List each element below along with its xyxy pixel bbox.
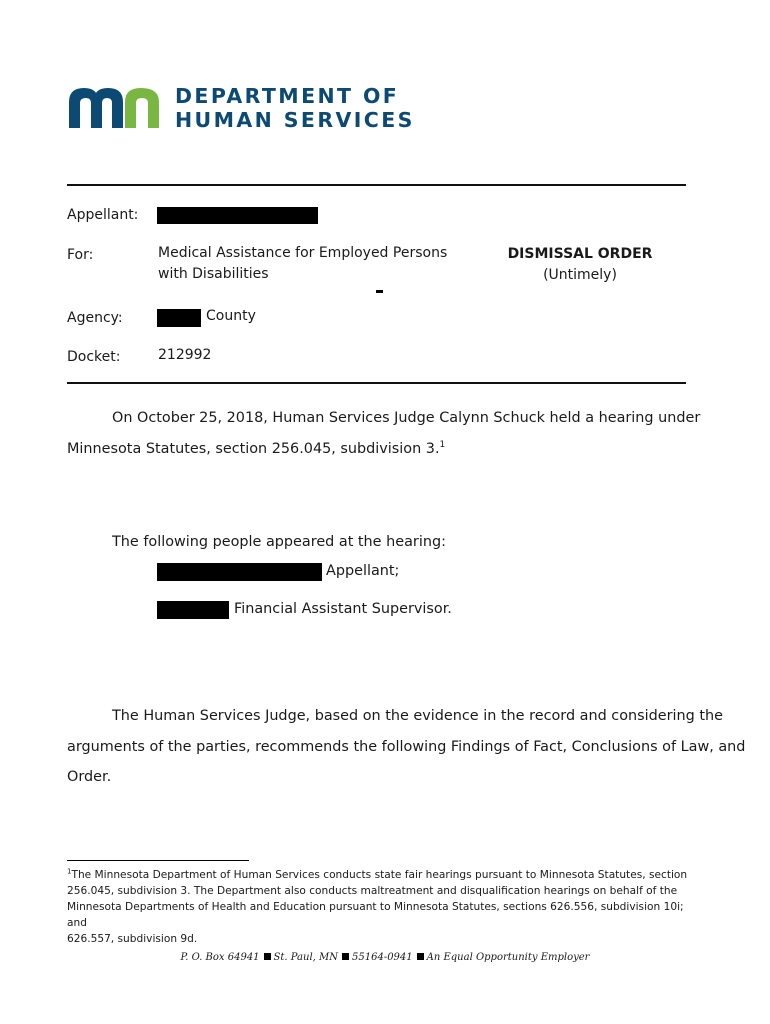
attendee-2-redaction: [157, 601, 229, 619]
footer-address: P. O. Box 64941: [180, 952, 260, 963]
docket-number: 212992: [158, 347, 212, 363]
attendee-2-role: Financial Assistant Supervisor.: [234, 601, 452, 617]
agency-suffix: County: [206, 308, 256, 324]
para2: The following people appeared at the hearing:: [112, 534, 446, 550]
for-label: For:: [67, 247, 94, 263]
footnote-ref: 1: [439, 440, 446, 451]
para3-line-1: The Human Services Judge, based on the evidence in the record and considering the: [112, 708, 723, 724]
attendee-1-redaction: [157, 563, 322, 581]
footnote-line-4: 626.557, subdivision 9d.: [67, 933, 198, 945]
footer-tagline: An Equal Opportunity Employer: [426, 952, 590, 963]
logo-wordmark: [175, 84, 415, 132]
footnote-line-1-text: The Minnesota Department of Human Services conducts state fair hearings pursuant to Minnesota Statutes, section: [71, 869, 688, 881]
footer-city: St. Paul, MN: [273, 952, 338, 963]
para1-line-1: On October 25, 2018, Human Services Judge Calynn Schuck held a hearing under: [112, 410, 701, 426]
para1-line-2: [67, 439, 445, 459]
order-title: DISMISSAL ORDER: [507, 246, 653, 262]
footnote-line-3: Minnesota Departments of Health and Education pursuant to Minnesota Statutes, sections 626.556, subdivision 10i; and: [67, 901, 684, 929]
footnote-line-1: [67, 867, 692, 883]
for-value-line-1: Medical Assistance for Employed Persons: [158, 245, 448, 261]
caption-bottom-rule: [67, 382, 686, 384]
logo-line-1: DEPARTMENT OF: [175, 84, 400, 108]
dhs-logo: [67, 84, 415, 132]
mn-logo-mark: [67, 84, 167, 130]
square-bullet-icon: [342, 953, 349, 960]
order-subtitle: (Untimely): [543, 267, 617, 283]
footnote-line-2: 256.045, subdivision 3. The Department also conducts maltreatment and disqualification hearings on behalf of the: [67, 885, 678, 897]
docket-label: Docket:: [67, 349, 121, 365]
logo-line-2: HUMAN SERVICES: [175, 108, 415, 132]
appellant-name-redaction: [157, 207, 318, 224]
footer-zip: 55164-0941: [352, 952, 413, 963]
footnote: [67, 867, 692, 947]
appellant-label: Appellant:: [67, 207, 139, 223]
for-value-line-2: with Disabilities: [158, 266, 269, 282]
square-bullet-icon: [264, 953, 271, 960]
square-bullet-icon: [417, 953, 424, 960]
caption-top-rule: [67, 184, 686, 186]
agency-label: Agency:: [67, 310, 123, 326]
footnote-marker: 1: [67, 867, 72, 876]
para1-line-2-text: Minnesota Statutes, section 256.045, subdivision 3.: [67, 441, 440, 457]
attendee-1-role: Appellant;: [326, 563, 400, 579]
para3-line-3: Order.: [67, 769, 112, 785]
agency-name-redaction: [157, 309, 201, 327]
page-footer: [0, 952, 770, 963]
small-redaction-mark: [376, 290, 383, 293]
footnote-rule: [67, 860, 249, 861]
para3-line-2: arguments of the parties, recommends the following Findings of Fact, Conclusions of Law, and: [67, 739, 746, 755]
